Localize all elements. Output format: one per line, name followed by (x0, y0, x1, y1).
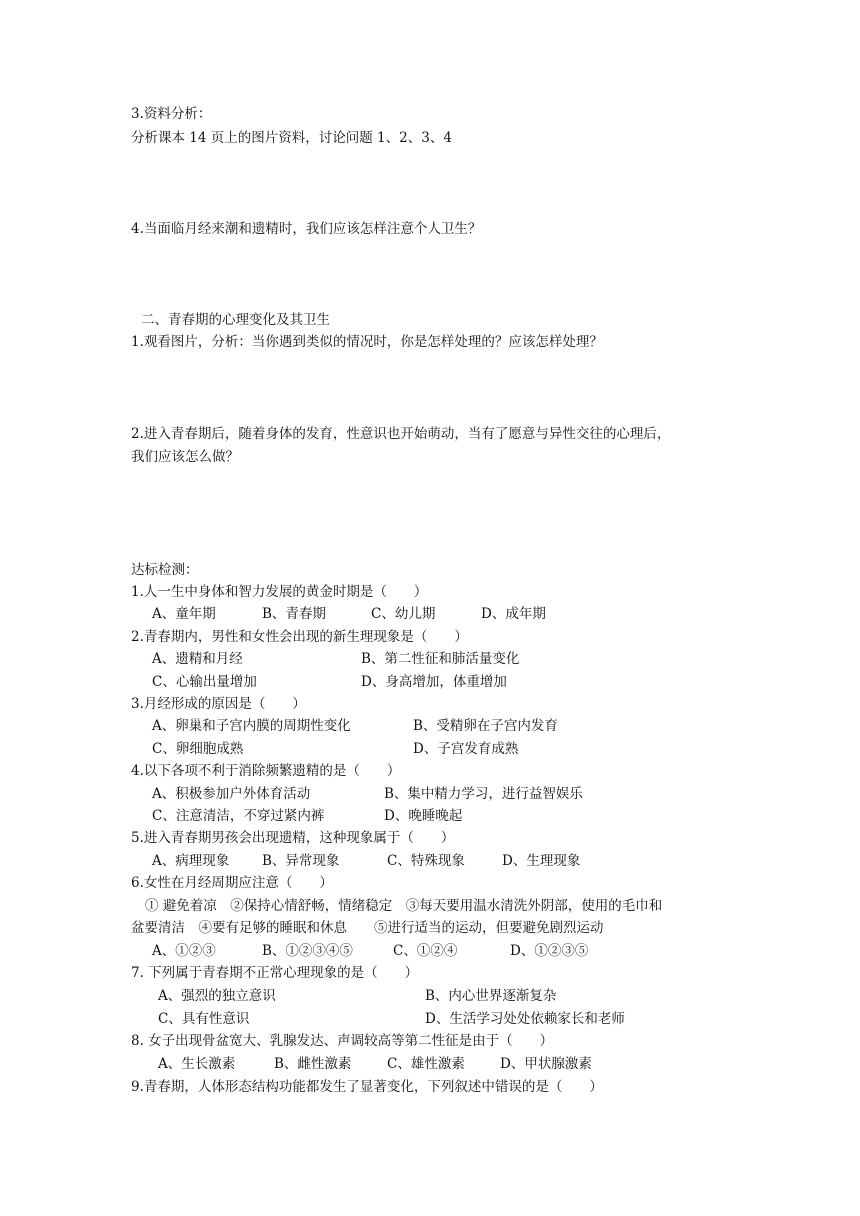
quiz-q2-option-d: D、身高增加，体重增加 (361, 674, 507, 690)
quiz-q3-option-b: B、受精卵在子宫内发育 (413, 718, 558, 734)
quiz-q2-option-c: C、心输出量增加 (152, 674, 257, 690)
quiz-q3-stem: 3.月经形成的原因是（ ） (131, 696, 306, 712)
quiz-q4-option-c: C、注意清洁，不穿过紧内裤 (152, 808, 325, 824)
quiz-q4-stem: 4.以下各项不利于消除频繁遗精的是（ ） (131, 763, 401, 779)
quiz-q5-option-a: A、病理现象 (152, 853, 230, 869)
quiz-q1-option-d: D、成年期 (481, 606, 546, 622)
quiz-heading: 达标检测： (131, 562, 199, 578)
part-2-question-2-line-2: 我们应该怎么做？ (131, 449, 239, 465)
quiz-q6-items-line-1: ① 避免着凉 ②保持心情舒畅，情绪稳定 ③每天要用温水清洗外阴部，使用的毛巾和 (145, 898, 663, 914)
quiz-q1-option-a: A、童年期 (152, 606, 216, 622)
quiz-q7-option-b: B、内心世界逐渐复杂 (425, 988, 557, 1004)
section-4-text: 4.当面临月经来潮和遗精时，我们应该怎样注意个人卫生？ (131, 221, 482, 237)
quiz-q8-option-a: A、生长激素 (158, 1056, 236, 1072)
section-3-text: 分析课本 14 页上的图片资料，讨论问题 1、2、3、4 (131, 130, 452, 146)
quiz-q7-option-d: D、生活学习处处依赖家长和老师 (425, 1011, 625, 1027)
quiz-q1-stem: 1.人一生中身体和智力发展的黄金时期是（ ） (131, 584, 428, 600)
quiz-q6-option-b: B、①②③④⑤ (262, 943, 353, 959)
quiz-q6-stem: 6.女性在月经周期应注意（ ） (131, 875, 333, 891)
quiz-q5-stem: 5.进入青春期男孩会出现遗精，这种现象属于（ ） (131, 830, 455, 846)
quiz-q8-stem: 8. 女子出现骨盆宽大、乳腺发达、声调较高等第二性征是由于（ ） (131, 1033, 554, 1049)
quiz-q7-stem: 7. 下列属于青春期不正常心理现象的是（ ） (131, 965, 419, 981)
part-2-question-1: 1.观看图片，分析：当你遇到类似的情况时，你是怎样处理的？应该怎样处理？ (131, 334, 603, 350)
quiz-q6-option-c: C、①②④ (393, 943, 458, 959)
quiz-q3-option-a: A、卵巢和子宫内膜的周期性变化 (152, 718, 351, 734)
quiz-q3-option-c: C、卵细胞成熟 (152, 741, 244, 757)
part-2-heading: 二、青春期的心理变化及其卫生 (141, 312, 330, 328)
quiz-q2-option-b: B、第二性征和肺活量变化 (361, 651, 520, 667)
quiz-q5-option-b: B、异常现象 (262, 853, 340, 869)
quiz-q1-option-b: B、青春期 (262, 606, 326, 622)
quiz-q2-stem: 2.青春期内，男性和女性会出现的新生理现象是（ ） (131, 629, 468, 645)
quiz-q4-option-a: A、积极参加户外体育活动 (152, 786, 311, 802)
quiz-q1-option-c: C、幼儿期 (371, 606, 436, 622)
quiz-q3-option-d: D、子宫发育成熟 (413, 741, 519, 757)
quiz-q6-items-line-2: 盆要清洁 ④要有足够的睡眠和休息 ⑤进行适当的运动，但要避免剧烈运动 (131, 920, 604, 936)
quiz-q8-option-b: B、雌性激素 (274, 1056, 352, 1072)
quiz-q4-option-d: D、晚睡晚起 (384, 808, 463, 824)
quiz-q5-option-c: C、特殊现象 (387, 853, 465, 869)
section-3-heading: 3.资料分析： (131, 106, 212, 122)
part-2-question-2-line-1: 2.进入青春期后，随着身体的发育，性意识也开始萌动，当有了愿意与异性交往的心理后， (131, 426, 671, 442)
quiz-q8-option-d: D、甲状腺激素 (500, 1056, 592, 1072)
quiz-q7-option-a: A、强烈的独立意识 (158, 988, 276, 1004)
quiz-q6-option-d: D、①②③⑤ (510, 943, 589, 959)
quiz-q5-option-d: D、生理现象 (502, 853, 581, 869)
quiz-q8-option-c: C、雄性激素 (387, 1056, 465, 1072)
quiz-q6-option-a: A、①②③ (152, 943, 216, 959)
quiz-q9-stem: 9.青春期，人体形态结构功能都发生了显著变化，下列叙述中错误的是（ ） (131, 1079, 603, 1095)
quiz-q7-option-c: C、具有性意识 (158, 1011, 250, 1027)
quiz-q4-option-b: B、集中精力学习，进行益智娱乐 (384, 786, 583, 802)
quiz-q2-option-a: A、遗精和月经 (152, 651, 243, 667)
